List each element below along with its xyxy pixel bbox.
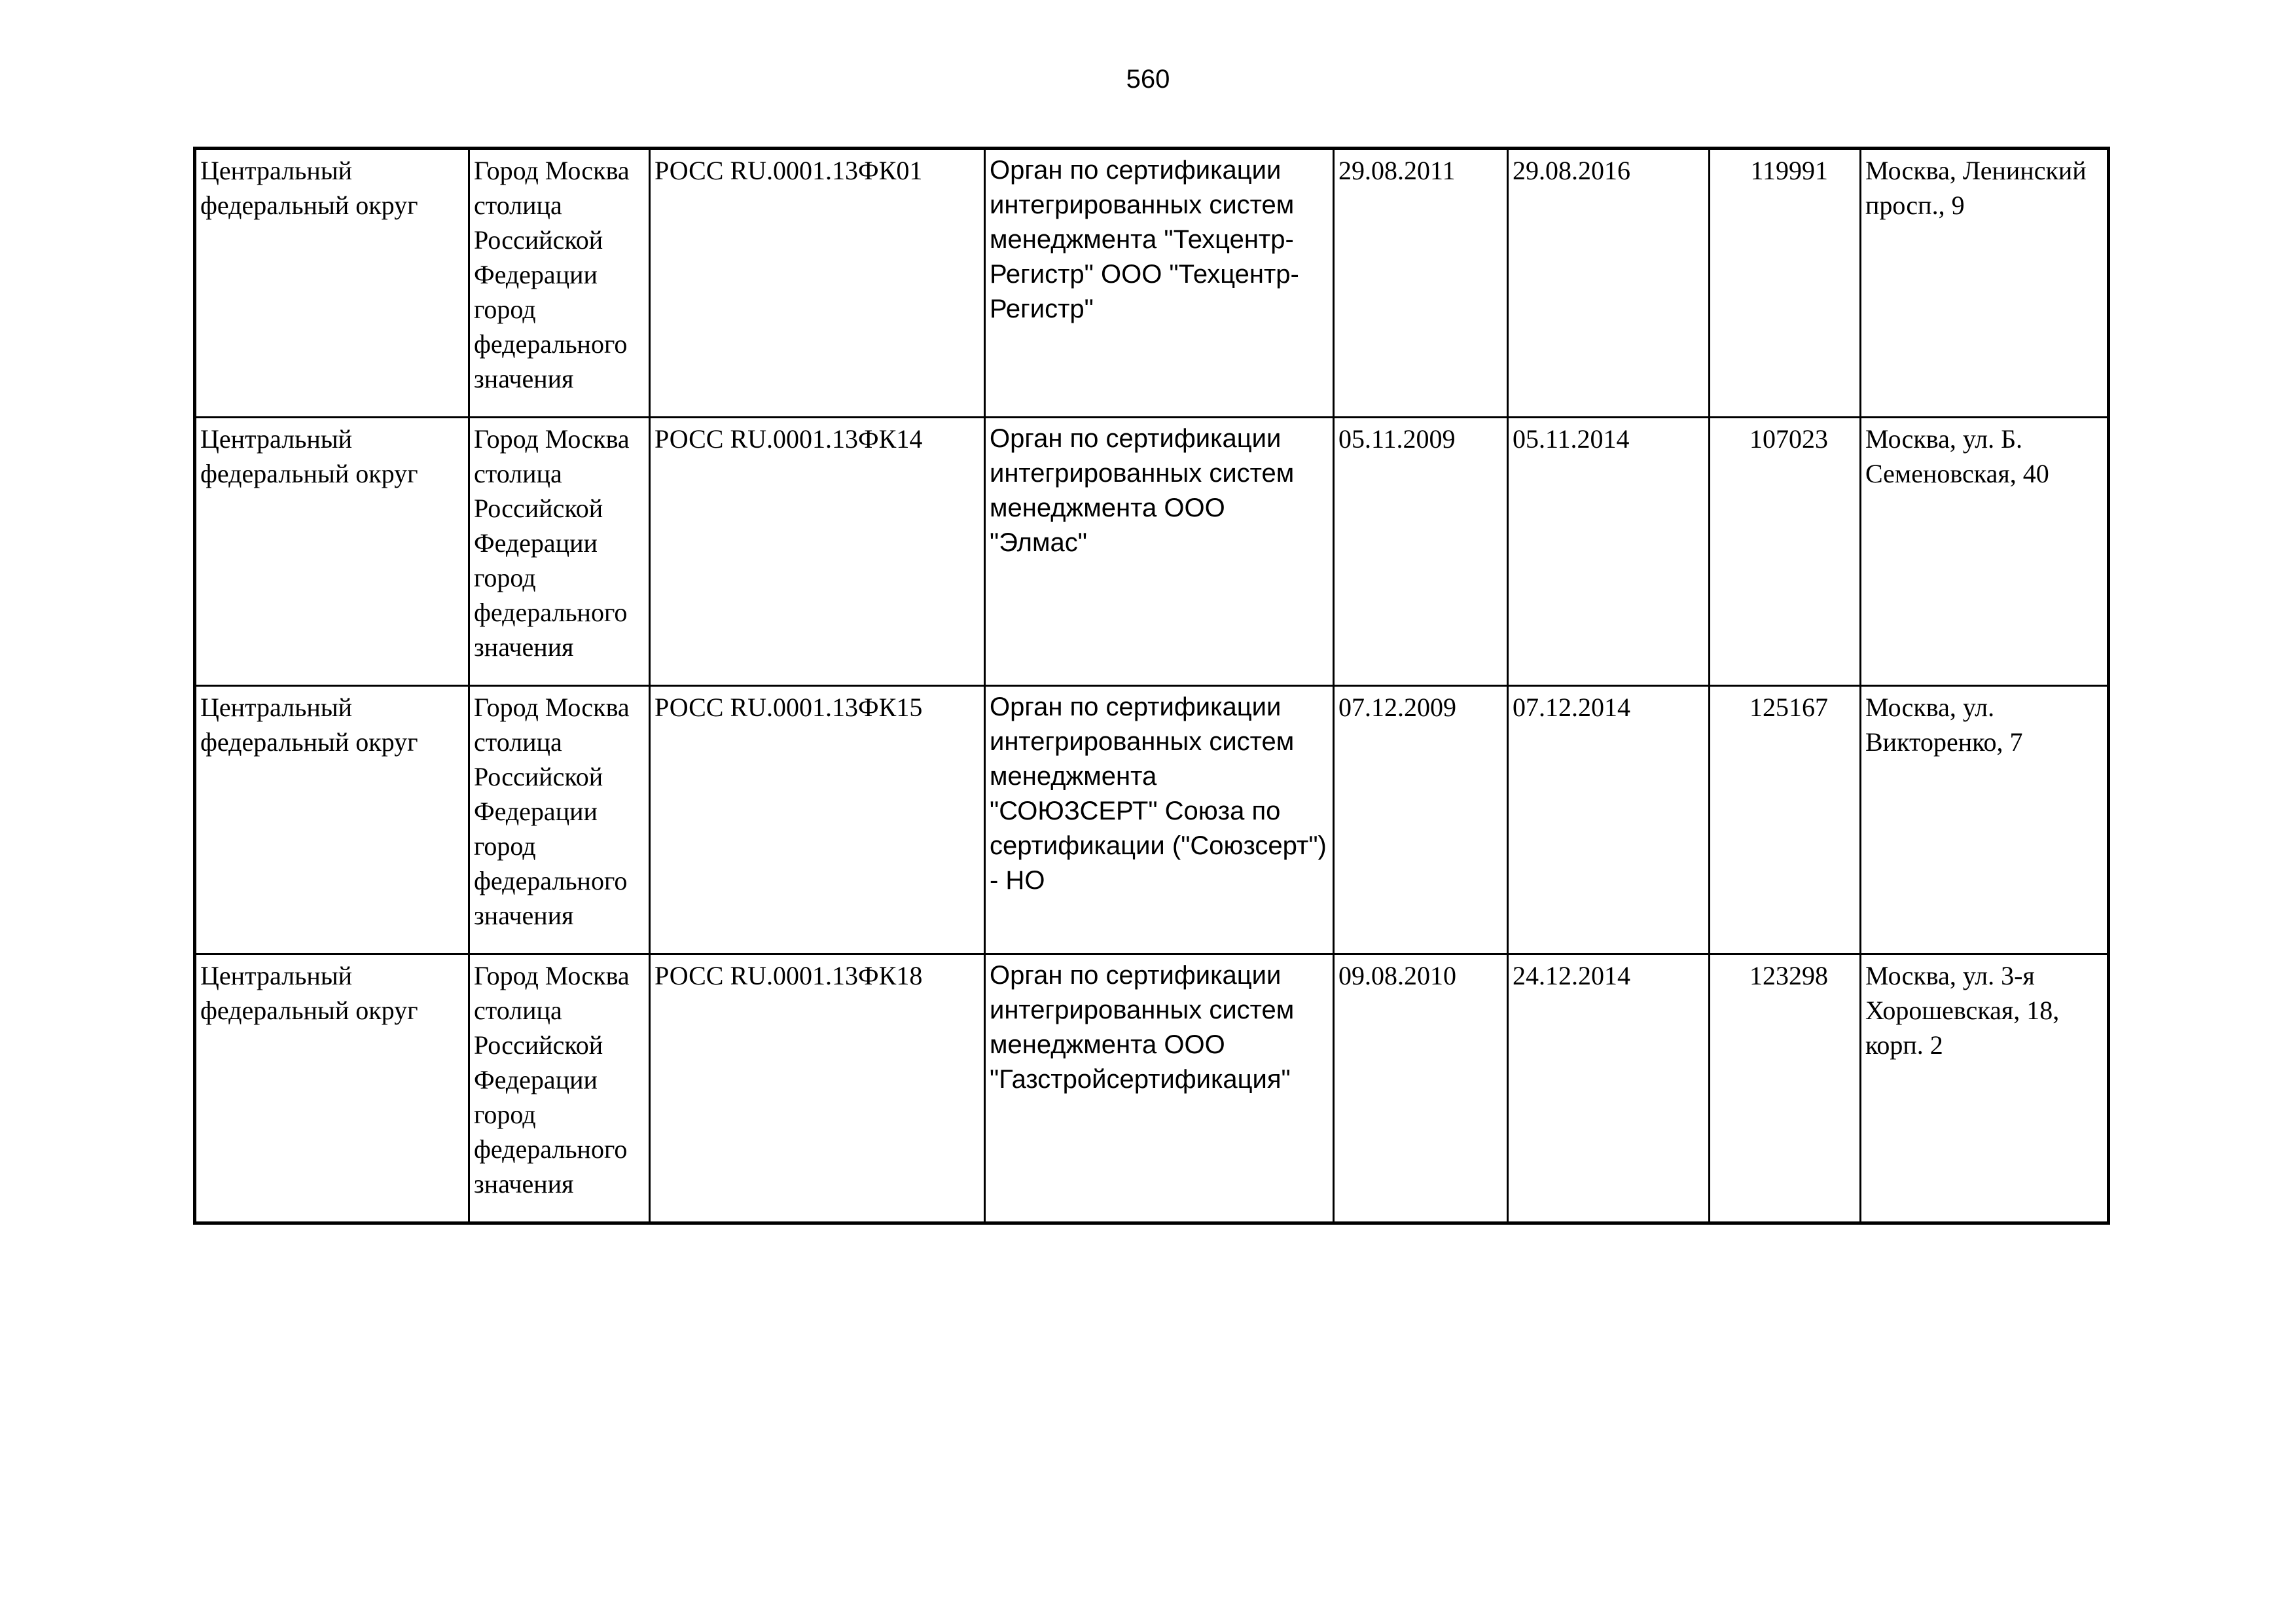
organization-cell: Орган по сертификации интегрированных систем менеджмента "СОЮЗСЕРТ" Союза по сертификации ("Союзсерт") - НО: [985, 686, 1334, 954]
organization-cell: Орган по сертификации интегрированных систем менеджмента "Техцентр-Регистр" ООО "Техцентр-Регистр": [985, 149, 1334, 418]
certificate-number-cell: РОСС RU.0001.13ФК01: [650, 149, 985, 418]
address-cell: Москва, Ленинский просп., 9: [1861, 149, 2109, 418]
postal-code-cell: 125167: [1710, 686, 1861, 954]
certificate-number-cell: РОСС RU.0001.13ФК15: [650, 686, 985, 954]
district-cell: Центральный федеральный округ: [195, 149, 469, 418]
organization-cell: Орган по сертификации интегрированных систем менеджмента ООО "Газстройсертификация": [985, 954, 1334, 1223]
organization-cell: Орган по сертификации интегрированных систем менеджмента ООО "Элмас": [985, 418, 1334, 686]
address-cell: Москва, ул. Б. Семеновская, 40: [1861, 418, 2109, 686]
certificate-number-cell: РОСС RU.0001.13ФК14: [650, 418, 985, 686]
postal-code-cell: 119991: [1710, 149, 1861, 418]
date-from-cell: 05.11.2009: [1334, 418, 1508, 686]
date-from-cell: 07.12.2009: [1334, 686, 1508, 954]
certificate-number-cell: РОСС RU.0001.13ФК18: [650, 954, 985, 1223]
postal-code-cell: 123298: [1710, 954, 1861, 1223]
address-cell: Москва, ул. Викторенко, 7: [1861, 686, 2109, 954]
district-cell: Центральный федеральный округ: [195, 418, 469, 686]
date-to-cell: 05.11.2014: [1508, 418, 1710, 686]
city-cell: Город Москва столица Российской Федерации город федерального значения: [469, 418, 650, 686]
district-cell: Центральный федеральный округ: [195, 954, 469, 1223]
city-cell: Город Москва столица Российской Федерации город федерального значения: [469, 149, 650, 418]
address-cell: Москва, ул. 3-я Хорошевская, 18, корп. 2: [1861, 954, 2109, 1223]
table-row: [195, 418, 2109, 686]
date-to-cell: 24.12.2014: [1508, 954, 1710, 1223]
date-to-cell: 07.12.2014: [1508, 686, 1710, 954]
table-row: [195, 149, 2109, 418]
date-to-cell: 29.08.2016: [1508, 149, 1710, 418]
certification-registry-table: [193, 147, 2110, 1225]
table-row: [195, 954, 2109, 1223]
city-cell: Город Москва столица Российской Федерации город федерального значения: [469, 954, 650, 1223]
date-from-cell: 29.08.2011: [1334, 149, 1508, 418]
date-from-cell: 09.08.2010: [1334, 954, 1508, 1223]
page-number: 560: [1126, 65, 1170, 94]
city-cell: Город Москва столица Российской Федерации город федерального значения: [469, 686, 650, 954]
district-cell: Центральный федеральный округ: [195, 686, 469, 954]
postal-code-cell: 107023: [1710, 418, 1861, 686]
table-row: [195, 686, 2109, 954]
